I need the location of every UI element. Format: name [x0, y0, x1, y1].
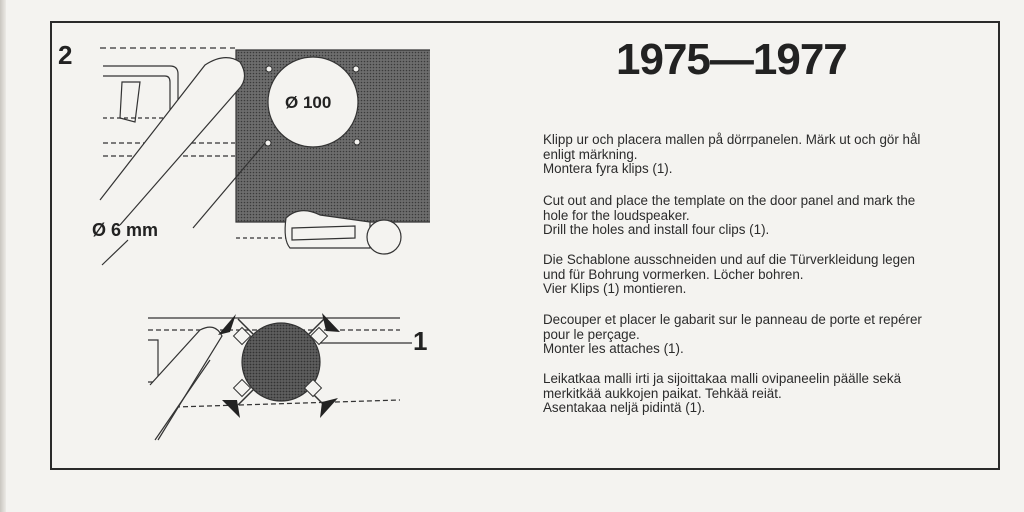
- instruction-line: pour le perçage.: [543, 326, 640, 342]
- instruction-line: Leikatkaa malli irti ja sijoittakaa malli ovipaneelin päälle sekä: [543, 371, 902, 386]
- instruction-line: Drill the holes and install four clips (1).: [543, 222, 770, 237]
- instruction-line: Die Schablone ausschneiden und auf die Türverkleidung legen: [543, 252, 915, 267]
- instructions-finnish: [543, 372, 983, 416]
- clip-hole-diameter-label: Ø 6 mm: [92, 220, 159, 240]
- instruction-line: und für Bohrung vormerken. Löcher bohren.: [543, 266, 804, 282]
- instructions-english: [543, 194, 983, 238]
- instructions-french: [543, 313, 983, 357]
- instructions-swedish: [543, 133, 983, 177]
- instruction-line: merkitkää aukkojen paikat. Tehkää reiät.: [543, 385, 782, 401]
- installation-illustration: [90, 38, 430, 448]
- instructions-german: [543, 253, 983, 297]
- model-years-heading: 1975—1977: [616, 35, 847, 84]
- hand-finger-bottom: [150, 327, 222, 440]
- instruction-line: Cut out and place the template on the door panel and mark the: [543, 193, 916, 208]
- instruction-line: Montera fyra klips (1).: [543, 161, 673, 176]
- instruction-line: hole for the loudspeaker.: [543, 207, 690, 223]
- step-number: 2: [58, 40, 73, 70]
- instruction-line: Asentakaa neljä pidintä (1).: [543, 400, 706, 415]
- instruction-line: enligt märkning.: [543, 146, 638, 162]
- instruction-line: Vier Klips (1) montieren.: [543, 281, 687, 296]
- instruction-line: Decouper et placer le gabarit sur le panneau de porte et repérer: [543, 312, 922, 327]
- page-edge-shadow: [0, 0, 6, 512]
- instruction-line: Monter les attaches (1).: [543, 341, 684, 356]
- clip-callout-number: 1: [413, 326, 428, 356]
- hole-diameter-label: Ø 100: [285, 93, 332, 112]
- instruction-line: Klipp ur och placera mallen på dörrpanelen. Märk ut och gör hål: [543, 132, 921, 147]
